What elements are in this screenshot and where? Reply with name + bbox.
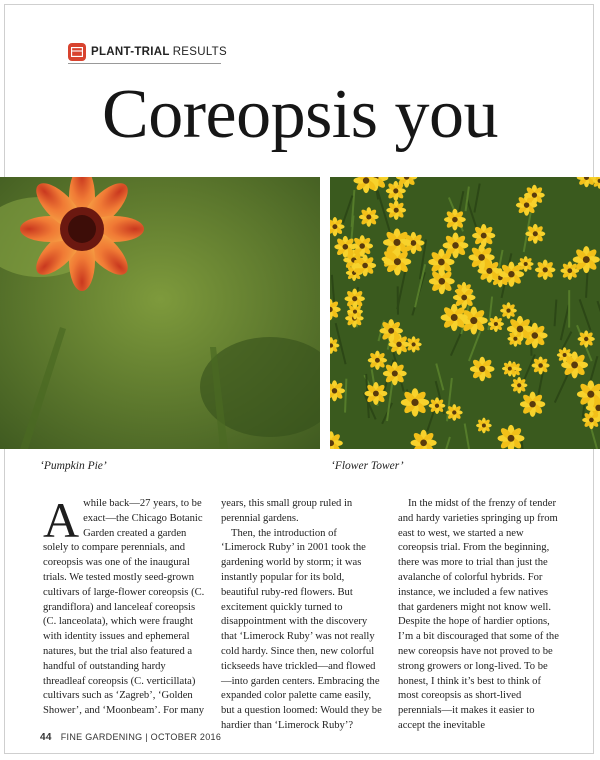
column-2-paragraph-2: Then, the introduction of ‘Limerock Ruby’ in 2001 took the gardening world by storm; it was instantly popular for its bold, beautiful ruby-red flowers. But excitement quickly turned to disappointment with the discovery that ‘Limerock Ruby’ was not really cold hardy. Since then, new colorful tickseeds have trickled—and flowed—into garden centers. Embracing the expanded color palette came easily, but a question loomed: Would they be hardier than ‘Limerock Ruby’?	[221, 527, 382, 731]
photo-flower-tower	[330, 177, 600, 449]
column-3-paragraph-1: In the midst of the frenzy of tender and hardy varieties springing up from east to west, we started a new coreopsis trial. From the beginning, there was more to trial than just the avalanche of colorful hybrids. For instance, we included a few natives that gardeners might not know well. Despite the hope of hardier options, I’m a bit discouraged that some of the new coreopsis have not proved to be strong growers or long-lived. To be honest, I think it’s best to think of most coreopsis as short-lived perennials—it makes it easier to accept the inevitable	[398, 498, 559, 731]
photo-pumpkin-pie	[0, 177, 320, 449]
section-rule	[68, 63, 221, 64]
article-column-3	[398, 497, 560, 734]
drop-cap: A	[43, 492, 80, 548]
page-number: 44	[40, 731, 52, 743]
section-tag-light: RESULTS	[172, 46, 227, 58]
caption-flower-tower: ‘Flower Tower’	[331, 460, 404, 472]
section-tag-bold: PLANT-TRIAL	[91, 46, 170, 58]
section-tag	[68, 41, 227, 63]
headline: Coreopsis you	[102, 76, 498, 153]
footer-text: FINE GARDENING | OCTOBER 2016	[60, 732, 222, 742]
caption-pumpkin-pie: ‘Pumpkin Pie’	[40, 460, 107, 472]
column-1-text: while back—27 years, to be exact—the Chicago Botanic Garden created a garden solely to compare perennials, and coreopsis was one of the inaugural trials. We tested mostly seed-grown cultivars of large-flower coreopsis (C. grandiflora) and lanceleaf coreopsis (C. lanceolata), which were fraught with identity issues and ephemeral natures, but the trial also featured a handful of outstanding hardy threadleaf coreopsis (C. verticillata) cultivars such as ‘Zagreb’, ‘Golden Shower’, and ‘Moonbeam’. For many	[43, 498, 205, 717]
article-column-1	[43, 492, 205, 719]
page-footer	[40, 730, 221, 744]
column-2-paragraph-1: years, this small group ruled in perennial gardens.	[221, 498, 353, 524]
box-badge-icon	[68, 43, 86, 61]
article-column-2	[221, 497, 383, 734]
